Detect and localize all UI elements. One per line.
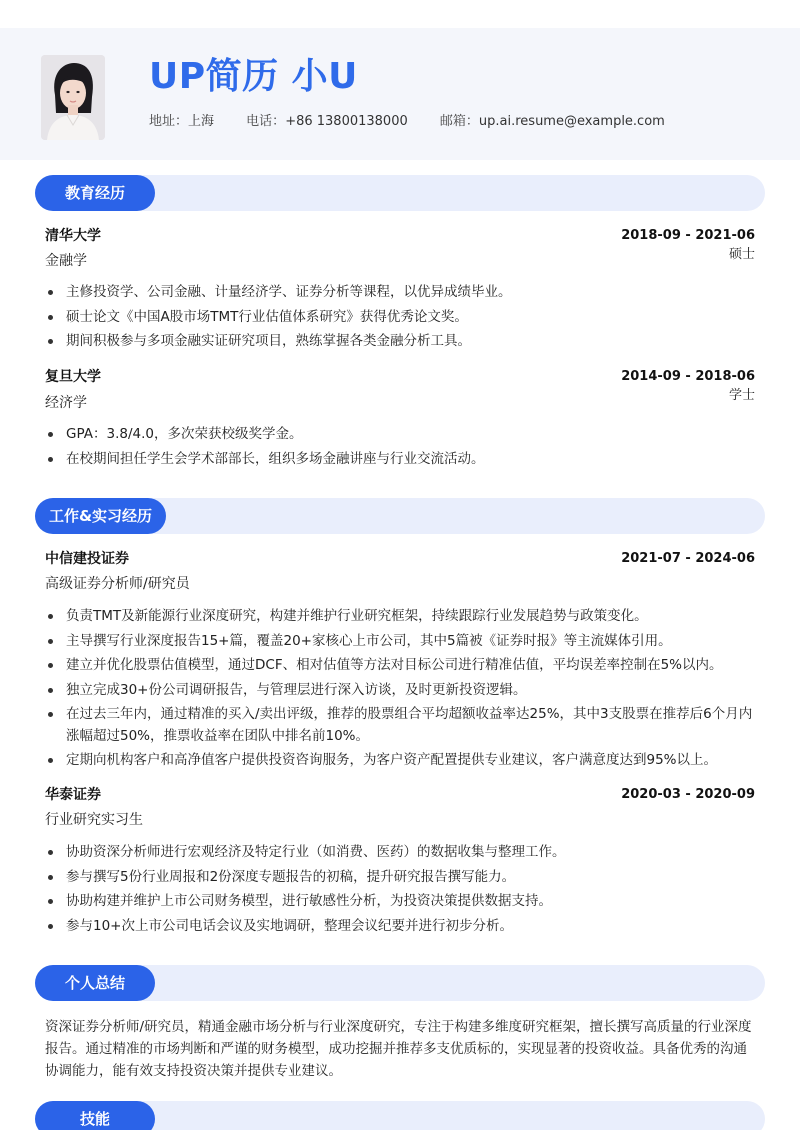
summary-section-title: 个人总结: [35, 965, 155, 1001]
list-item: 期间积极参与多项金融实证研究项目，熟练掌握各类金融分析工具。: [45, 329, 760, 354]
email-value[interactable]: up.ai.resume@example.com: [478, 114, 665, 129]
education-degree: 学士: [728, 388, 755, 403]
education-degree: 硕士: [728, 247, 755, 262]
list-item: 建立并优化股票估值模型，通过DCF、相对估值等方法对目标公司进行精准估值，平均误差率控制在5%以内。: [45, 653, 760, 678]
work-bullet-list: [45, 604, 760, 773]
address-label: 地址：: [149, 114, 189, 129]
work-role: 高级证券分析师/研究员: [45, 576, 190, 592]
work-section-header: [35, 498, 765, 534]
summary-text: 资深证券分析师/研究员，精通金融市场分析与行业深度研究，专注于构建多维度研究框架，擅长撰写高质量的行业深度报告。通过精准的市场判断和严谨的财务模型，成功挖掘并推荐多支优质标的，实现显著的投资收益。具备优秀的沟通协调能力，能有效支持投资决策并提供专业建议。: [45, 1019, 752, 1079]
work-dates: 2021-07 - 2024-06: [621, 551, 755, 566]
work-company: 华泰证券: [45, 787, 101, 803]
list-item: 协助资深分析师进行宏观经济及特定行业（如消费、医药）的数据收集与整理工作。: [45, 840, 760, 865]
phone-item: [246, 114, 408, 129]
work-bullet-list: [45, 840, 760, 938]
list-item: 负责TMT及新能源行业深度研究，构建并维护行业研究框架，持续跟踪行业发展趋势与政策变化。: [45, 604, 760, 629]
portrait-image: [41, 55, 105, 140]
work-dates: 2020-03 - 2020-09: [621, 787, 755, 802]
list-item: 独立完成30+份公司调研报告，与管理层进行深入访谈，及时更新投资逻辑。: [45, 678, 760, 703]
list-item: 参与撰写5份行业周报和2份深度专题报告的初稿，提升研究报告撰写能力。: [45, 865, 760, 890]
list-item: 定期向机构客户和高净值客户提供投资咨询服务，为客户资产配置提供专业建议，客户满意度达到95%以上。: [45, 748, 760, 773]
phone-label: 电话：: [246, 114, 286, 129]
address-value: 上海: [188, 114, 215, 129]
education-section-header: [35, 175, 765, 211]
profile-photo: [41, 55, 105, 140]
list-item: 协助构建并维护上市公司财务模型，进行敏感性分析，为投资决策提供数据支持。: [45, 889, 760, 914]
address-item: [149, 114, 214, 129]
education-major: 金融学: [45, 253, 87, 269]
education-school: 清华大学: [45, 228, 101, 244]
list-item: 参与10+次上市公司电话会议及实地调研，整理会议纪要并进行初步分析。: [45, 914, 760, 939]
education-bullet-list: [45, 280, 760, 354]
email-label: 邮箱：: [439, 114, 479, 129]
contact-line: [149, 113, 693, 131]
education-school: 复旦大学: [45, 369, 101, 385]
education-dates: 2014-09 - 2018-06: [621, 369, 755, 384]
list-item: 在过去三年内，通过精准的买入/卖出评级，推荐的股票组合平均超额收益率达25%，其中3支股票在推荐后6个月内涨幅超过50%，推票收益率在团队中排名前10%。: [45, 702, 760, 748]
list-item: 在校期间担任学生会学术部部长，组织多场金融讲座与行业交流活动。: [45, 447, 760, 472]
list-item: 硕士论文《中国A股市场TMT行业估值体系研究》获得优秀论文奖。: [45, 305, 760, 330]
candidate-name: UP简历 小U: [149, 56, 358, 97]
email-item: [440, 114, 665, 129]
work-role: 行业研究实习生: [45, 812, 143, 828]
education-major: 经济学: [45, 395, 87, 411]
list-item: 主修投资学、公司金融、计量经济学、证券分析等课程，以优异成绩毕业。: [45, 280, 760, 305]
summary-section-header: [35, 965, 765, 1001]
phone-value: +86 13800138000: [285, 114, 408, 129]
work-company: 中信建投证券: [45, 551, 129, 567]
resume-header: [0, 28, 800, 160]
skills-section-title: 技能: [35, 1101, 155, 1130]
work-section-title: 工作&实习经历: [35, 498, 166, 534]
skills-section-header: [35, 1101, 765, 1130]
education-bullet-list: [45, 422, 760, 471]
list-item: GPA：3.8/4.0，多次荣获校级奖学金。: [45, 422, 760, 447]
education-dates: 2018-09 - 2021-06: [621, 228, 755, 243]
education-section-title: 教育经历: [35, 175, 155, 211]
list-item: 主导撰写行业深度报告15+篇，覆盖20+家核心上市公司，其中5篇被《证券时报》等主流媒体引用。: [45, 629, 760, 654]
